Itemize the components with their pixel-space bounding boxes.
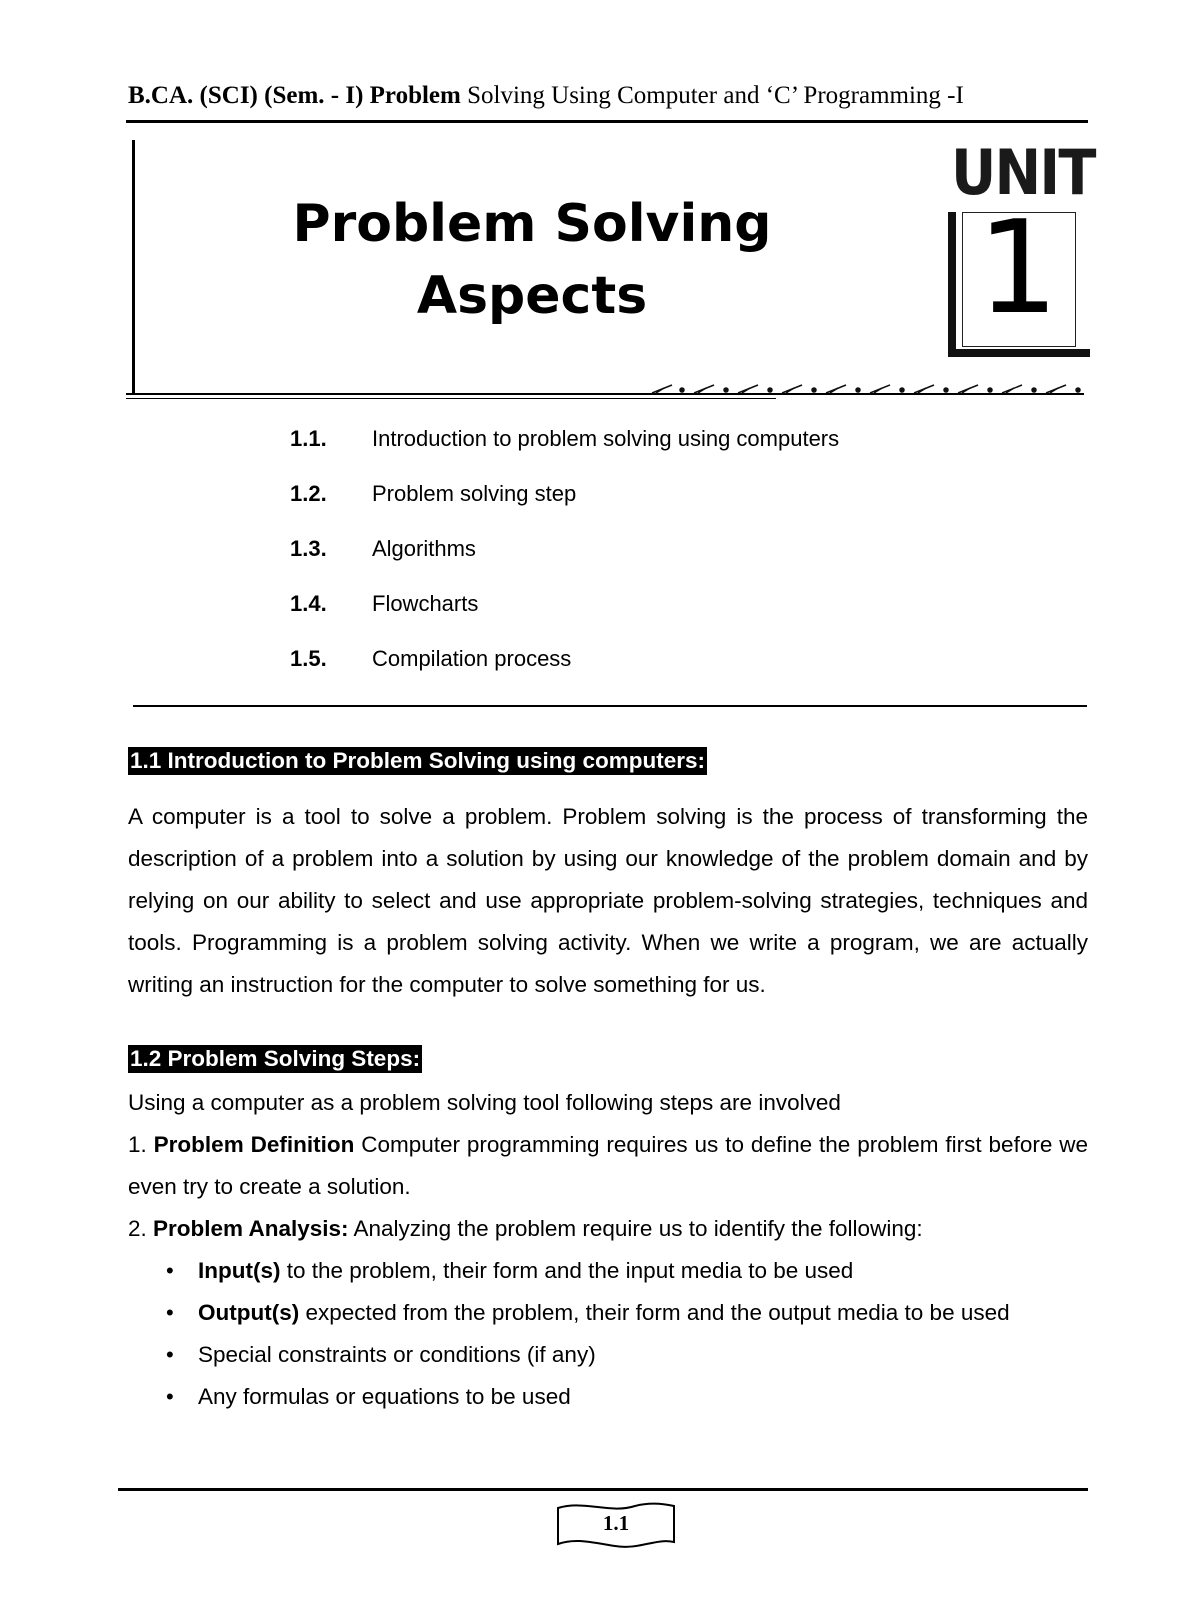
bullet-icon: • — [166, 1258, 174, 1283]
step-text: Analyzing the problem require us to identify the following: — [348, 1216, 923, 1241]
section-heading: 1.1 Introduction to Problem Solving using computers: — [130, 748, 706, 773]
page-number-badge — [555, 1500, 677, 1552]
unit-contents-list — [290, 426, 990, 701]
contents-item-label: Compilation process — [372, 646, 572, 671]
section-problem-solving-steps — [128, 1038, 1088, 1418]
step-problem-analysis — [128, 1208, 1088, 1250]
steps-intro: Using a computer as a problem solving tool following steps are involved — [128, 1090, 841, 1115]
contents-item-number: 1.1. — [290, 426, 327, 451]
step-text: Computer programming requires us to define the problem first before we even try to create a solution. — [128, 1132, 1088, 1199]
contents-item — [290, 591, 990, 646]
bullet-item — [166, 1376, 1088, 1418]
section-introduction — [128, 740, 1088, 1006]
bullet-text: Any formulas or equations to be used — [198, 1384, 571, 1409]
step-problem-definition — [128, 1124, 1088, 1208]
unit-number: 1 — [977, 194, 1059, 343]
contents-item-number: 1.4. — [290, 591, 327, 616]
bullet-icon: • — [166, 1384, 174, 1409]
contents-item-number: 1.2. — [290, 481, 327, 506]
unit-box-bottom-bar — [948, 349, 1090, 357]
chapter-title-line2: Aspects — [416, 266, 648, 326]
chapter-title-line1: Problem Solving — [292, 194, 772, 254]
step-title: Problem Analysis: — [153, 1216, 349, 1241]
analysis-bullet-list — [128, 1250, 1088, 1418]
step-title: Problem Definition — [153, 1132, 355, 1157]
unit-number-box — [948, 194, 1078, 357]
contents-item-label: Algorithms — [372, 536, 476, 561]
bullet-text: to the problem, their form and the input media to be used — [280, 1258, 854, 1283]
unit-box-left-bar — [948, 212, 956, 355]
bullet-icon: • — [166, 1300, 174, 1325]
title-box-left-line — [132, 140, 135, 395]
step-number: 2. — [128, 1216, 154, 1241]
bullet-bold: Input(s) — [198, 1258, 281, 1283]
step-number: 1. — [128, 1132, 154, 1157]
bullet-bold: Output(s) — [198, 1300, 300, 1325]
bullet-text: Special constraints or conditions (if any) — [198, 1342, 596, 1367]
contents-item-number: 1.5. — [290, 646, 327, 671]
contents-item — [290, 646, 990, 701]
bullet-item — [166, 1250, 1088, 1292]
contents-item — [290, 536, 990, 591]
bullet-icon: • — [166, 1342, 174, 1367]
running-header — [128, 82, 1088, 110]
introduction-paragraph: A computer is a tool to solve a problem. Problem solving is the process of transforming the description of a problem into a solution by using our knowledge of the problem domain and by relying on our ability to select and use appropriate problem-solving strategies, techniques and tools. Programming is a problem solving activity. When we write a program, we are actually writing an instruction for the computer to solve something for us. — [128, 804, 1088, 997]
running-header-bold: B.CA. (SCI) (Sem. - I) Problem — [128, 82, 461, 109]
contents-item-label: Flowcharts — [372, 591, 479, 616]
running-header-rest: Solving Using Computer and ‘C’ Programming -I — [460, 82, 964, 109]
bullet-item — [166, 1334, 1088, 1376]
bullet-text: expected from the problem, their form and the output media to be used — [299, 1300, 1010, 1325]
bullet-item — [166, 1292, 1088, 1334]
footer-rule — [118, 1488, 1088, 1491]
page-number: 1.1 — [602, 1511, 630, 1535]
contents-item-label: Introduction to problem solving using computers — [372, 426, 840, 451]
decorative-ornament-border — [650, 382, 1090, 396]
contents-divider — [133, 705, 1087, 707]
header-rule — [126, 120, 1088, 123]
contents-item-label: Problem solving step — [372, 481, 577, 506]
chapter-title-box — [132, 140, 1088, 400]
unit-label: UNIT — [951, 136, 1095, 209]
contents-item — [290, 481, 990, 536]
title-box-bottom-line-thin — [126, 398, 776, 399]
contents-item-number: 1.3. — [290, 536, 327, 561]
contents-item — [290, 426, 990, 481]
section-heading: 1.2 Problem Solving Steps: — [130, 1046, 421, 1071]
chapter-title — [282, 188, 782, 332]
